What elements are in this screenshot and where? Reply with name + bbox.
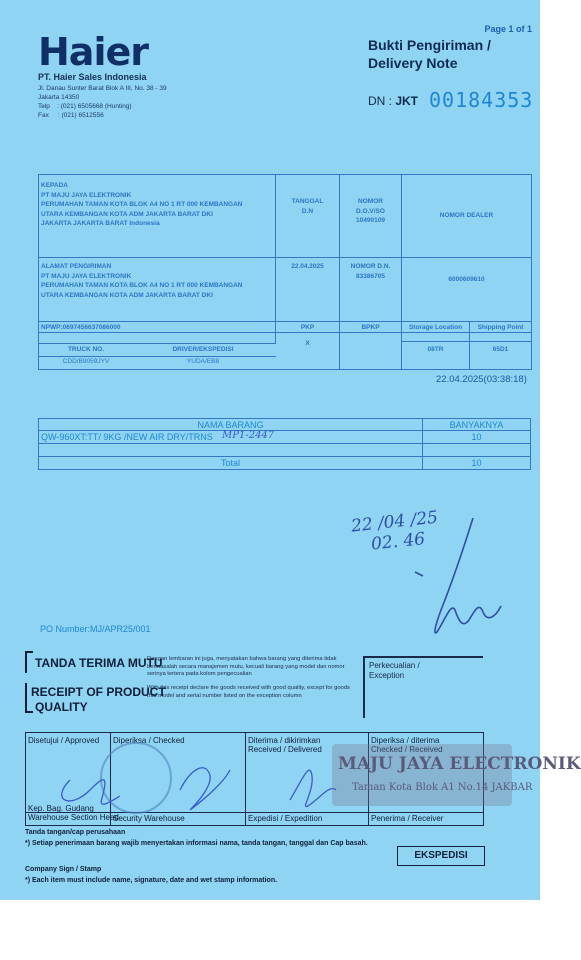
print-timestamp: 22.04.2025(03:38:18) <box>436 374 527 385</box>
dn-branch: JKT <box>395 94 419 108</box>
tanggal-block <box>276 197 339 216</box>
consignee-name: PT MAJU JAYA ELEKTRONIK <box>41 191 132 199</box>
exception-label: Perkecualian / Exception <box>369 661 420 680</box>
checked-label: Diperiksa / Checked <box>113 736 185 745</box>
handwritten-date-line2: 02. 46 <box>370 529 427 555</box>
company-address-line2: Jakarta 14350 <box>38 94 80 101</box>
security-label: Security Warehouse <box>113 814 185 823</box>
warehouse-head-line1: Kep. Bag. Gudang <box>28 804 94 813</box>
shipping-name: PT MAJU JAYA ELEKTRONIK <box>41 272 132 280</box>
bpkp-label: BPKP <box>361 324 380 331</box>
tanggal-value: D.N <box>301 207 314 215</box>
nomor-dn-block <box>340 262 401 281</box>
nomor-dn-value: 83386705 <box>356 272 385 280</box>
delivery-info-table <box>38 174 532 370</box>
handwritten-date-line1: 22 /04 /25 <box>350 507 439 537</box>
nomor-block <box>340 197 401 226</box>
npwp: NPWP:0697456637086000 <box>41 324 121 331</box>
item-qty-header: BANYAKNYA <box>449 420 504 430</box>
signature-scribbles <box>40 740 360 820</box>
shipping-point-label: Shipping Point <box>477 324 524 331</box>
pkp-label: PKP <box>300 324 315 331</box>
document-title-line2: Delivery Note <box>368 55 458 71</box>
kepada-label: KEPADA <box>41 182 68 189</box>
receipt-title-en-line2: QUALITY <box>35 700 88 714</box>
received-label-line2: Received / Delivered <box>248 745 322 754</box>
stamp-line2: Taman Kota Blok A1 No.14 JAKBAR <box>352 782 533 793</box>
nomor-sub: D.O.V/SO <box>356 207 385 215</box>
nomor-dn-label: NOMOR D.N. <box>350 263 391 270</box>
consignee-block <box>41 181 273 229</box>
total-label: Total <box>220 458 240 468</box>
document-title-line1: Bukti Pengiriman / <box>368 37 491 53</box>
dn-number: 00184353 <box>429 88 534 112</box>
company-phone: Telp : (021) 6505668 (Hunting) <box>38 103 132 110</box>
tanggal-label: TANGGAL <box>291 198 324 205</box>
item-row-name: QW-960XT:TT/ 9KG /NEW AIR DRY/TRNS <box>41 432 213 442</box>
copy-label-ekspedisi: EKSPEDISI <box>397 846 485 866</box>
nomor-label: NOMOR <box>358 198 383 205</box>
note-id: *) Setiap penerimaan barang wajib menyertakan informasi nama, tanda tangan, tanggal dan Cap basah. <box>25 840 368 847</box>
receiver-company-stamp <box>332 744 581 806</box>
driver-label: DRIVER/EKSPEDISI <box>172 346 234 353</box>
document-title <box>368 36 491 72</box>
storage-location-label: Storage Location <box>408 324 463 331</box>
receipt-text-en: With this receipt declare the goods received with good quality, except for goods that model and serial number listed on the exception column <box>147 685 350 699</box>
receipt-text-id: Dengan lembaran ini juga, menyatakan bahwa barang yang diterima tidak bermasalah secara manajemen mutu, kecuali barang yang model dan nomor serinya tertera pada kolom pengecualian <box>147 656 345 678</box>
warehouse-head-line2: Warehouse Section Head <box>28 813 119 822</box>
approved-label: Disetujui / Approved <box>28 736 100 745</box>
note-en: *) Each item must include name, signature, date and wet stamp information. <box>25 877 278 884</box>
receipt-title-en-line1: RECEIPT OF PRODUCT <box>31 685 166 699</box>
driver-value: YUDA/EB8 <box>186 358 220 365</box>
dealer-number: 6000609610 <box>448 276 485 283</box>
storage-location-value: 08TR <box>427 346 444 353</box>
shipping-block <box>41 262 273 300</box>
shipping-date: 22.04.2025 <box>291 263 324 270</box>
po-number: PO Number:MJ/APR25/001 <box>40 624 151 634</box>
receiver-label: Penerima / Receiver <box>371 814 444 823</box>
truck-value: CDD/B9059JYV <box>62 358 110 365</box>
company-fax: Fax : (021) 6512556 <box>38 112 104 119</box>
sign-label-id: Tanda tangan/cap perusahaan <box>25 829 126 836</box>
receipt-title-id: TANDA TERIMA MUTU <box>35 656 163 670</box>
checked-received-line1: Diperiksa / diterima <box>371 736 440 745</box>
item-row-qty: 10 <box>471 432 482 442</box>
expedition-label: Expedisi / Expedition <box>248 814 323 823</box>
item-name-header: NAMA BARANG <box>197 420 264 430</box>
handwritten-item-note: MP1-2447 <box>222 430 275 441</box>
consignee-address-line3: JAKARTA JAKARTA BARAT Indonesia <box>41 220 160 227</box>
shipping-address-line2: UTARA KEMBANGAN KOTA ADM JAKARTA BARAT DKI <box>41 291 213 299</box>
alamat-pengiriman-label: ALAMAT PENGIRIMAN <box>41 263 112 270</box>
truck-label: TRUCK NO. <box>67 346 105 353</box>
checked-received-line2: Checked / Received <box>371 745 443 754</box>
shipping-point-value: 65D1 <box>492 346 509 353</box>
stamp-line1: MAJU JAYA ELECTRONIK <box>338 754 581 774</box>
consignee-address-line1: PERUMAHAN TAMAN KOTA BLOK A4 NO 1 RT 000 KEMBANGAN <box>41 201 243 208</box>
received-label-line1: Diterima / dikirimkan <box>248 736 321 745</box>
sign-label-en: Company Sign / Stamp <box>25 866 102 873</box>
shipping-address-line1: PERUMAHAN TAMAN KOTA BLOK A4 NO 1 RT 000 KEMBANGAN <box>41 282 243 289</box>
items-table <box>38 418 531 470</box>
company-address-line1: Jl. Danau Sunter Barat Blok A III, No. 38 - 39 <box>38 85 167 92</box>
handwritten-signature <box>405 510 525 650</box>
consignee-address-line2: UTARA KEMBANGAN KOTA ADM JAKARTA BARAT DKI <box>41 210 213 218</box>
pkp-value: X <box>305 340 310 347</box>
total-value: 10 <box>471 458 482 468</box>
nomor-value: 10490109 <box>356 217 385 224</box>
exception-box <box>363 656 483 718</box>
haier-logo: Haier <box>38 30 148 74</box>
nomor-dealer-label: NOMOR DEALER <box>439 212 494 219</box>
dn-label-row <box>368 94 418 108</box>
company-name: PT. Haier Sales Indonesia <box>38 72 147 82</box>
page-indicator: Page 1 of 1 <box>484 24 532 34</box>
dn-label: DN : <box>368 94 392 108</box>
